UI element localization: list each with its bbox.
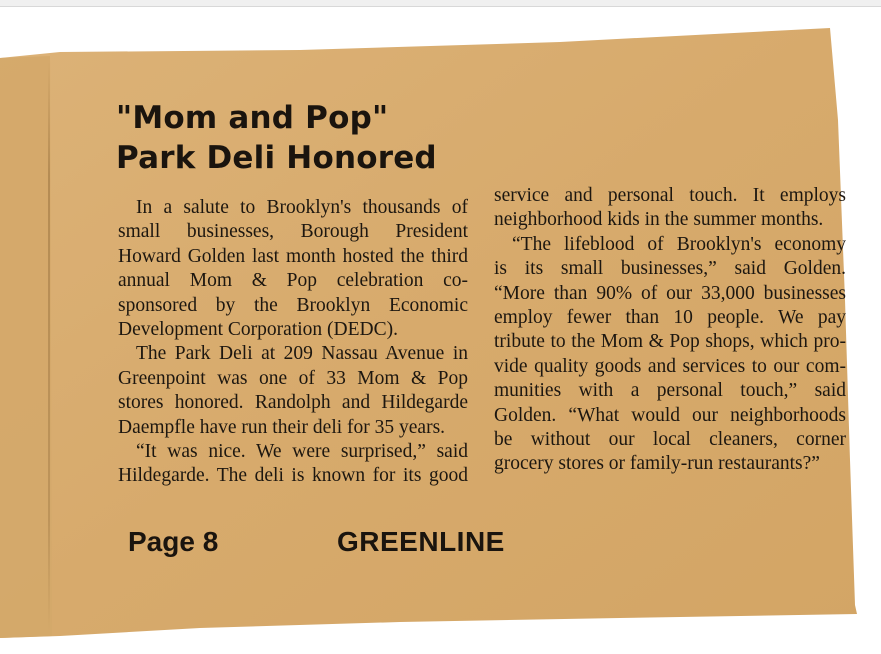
article-line: service and personal touch. It employs — [494, 185, 846, 206]
article-line: In a salute to Brooklyn's thousands of — [136, 197, 468, 218]
article-line: employ fewer than 10 people. We pay — [494, 307, 846, 329]
article-line: grocery stores or family-run restaurants?” — [494, 453, 820, 475]
article-right-column — [494, 184, 846, 477]
article-line: Hildegarde. The deli is known for its good — [118, 465, 468, 487]
article-left-column — [118, 196, 468, 489]
fold-line — [48, 62, 50, 632]
article-line: “It was nice. We were surprised,” said — [136, 441, 468, 463]
headline-line-1: "Mom and Pop" — [116, 100, 389, 136]
article-line: annual Mom & Pop celebration co- — [118, 270, 468, 292]
publication-name: GREENLINE — [337, 526, 505, 557]
article-line: “The lifeblood of Brooklyn's economy — [512, 233, 846, 255]
article-line: tribute to the Mom & Pop shops, which pro- — [494, 331, 846, 353]
article-line: Greenpoint was one of 33 Mom & Pop — [118, 367, 468, 389]
article-line: is its small businesses,” said Golden. — [494, 258, 846, 280]
article-line: Development Corporation (DEDC). — [118, 319, 398, 341]
article-line: The Park Deli at 209 Nassau Avenue in — [136, 343, 468, 365]
headline-line-2: Park Deli Honored — [116, 140, 437, 176]
article-line: vide quality goods and services to our com- — [494, 355, 846, 377]
article-line: “More than 90% of our 33,000 businesses — [494, 282, 846, 304]
article-line: small businesses, Borough President — [118, 221, 468, 243]
article-line: Daempfle have run their deli for 35 years. — [118, 416, 446, 438]
article-line: be without our local cleaners, corner — [494, 429, 846, 451]
article-line: Golden. “What would our neighborhoods — [494, 404, 846, 426]
article-line: Howard Golden last month hosted the third — [118, 245, 468, 267]
page-number: Page 8 — [128, 526, 219, 557]
paper-left-strip — [0, 56, 52, 638]
article-headline — [116, 98, 536, 178]
article-line: stores honored. Randolph and Hildegarde — [118, 392, 468, 414]
article-line: sponsored by the Brooklyn Economic — [118, 294, 468, 316]
article-line: neighborhood kids in the summer months. — [494, 209, 824, 231]
article-line: munities with a personal touch,” said — [494, 380, 846, 402]
